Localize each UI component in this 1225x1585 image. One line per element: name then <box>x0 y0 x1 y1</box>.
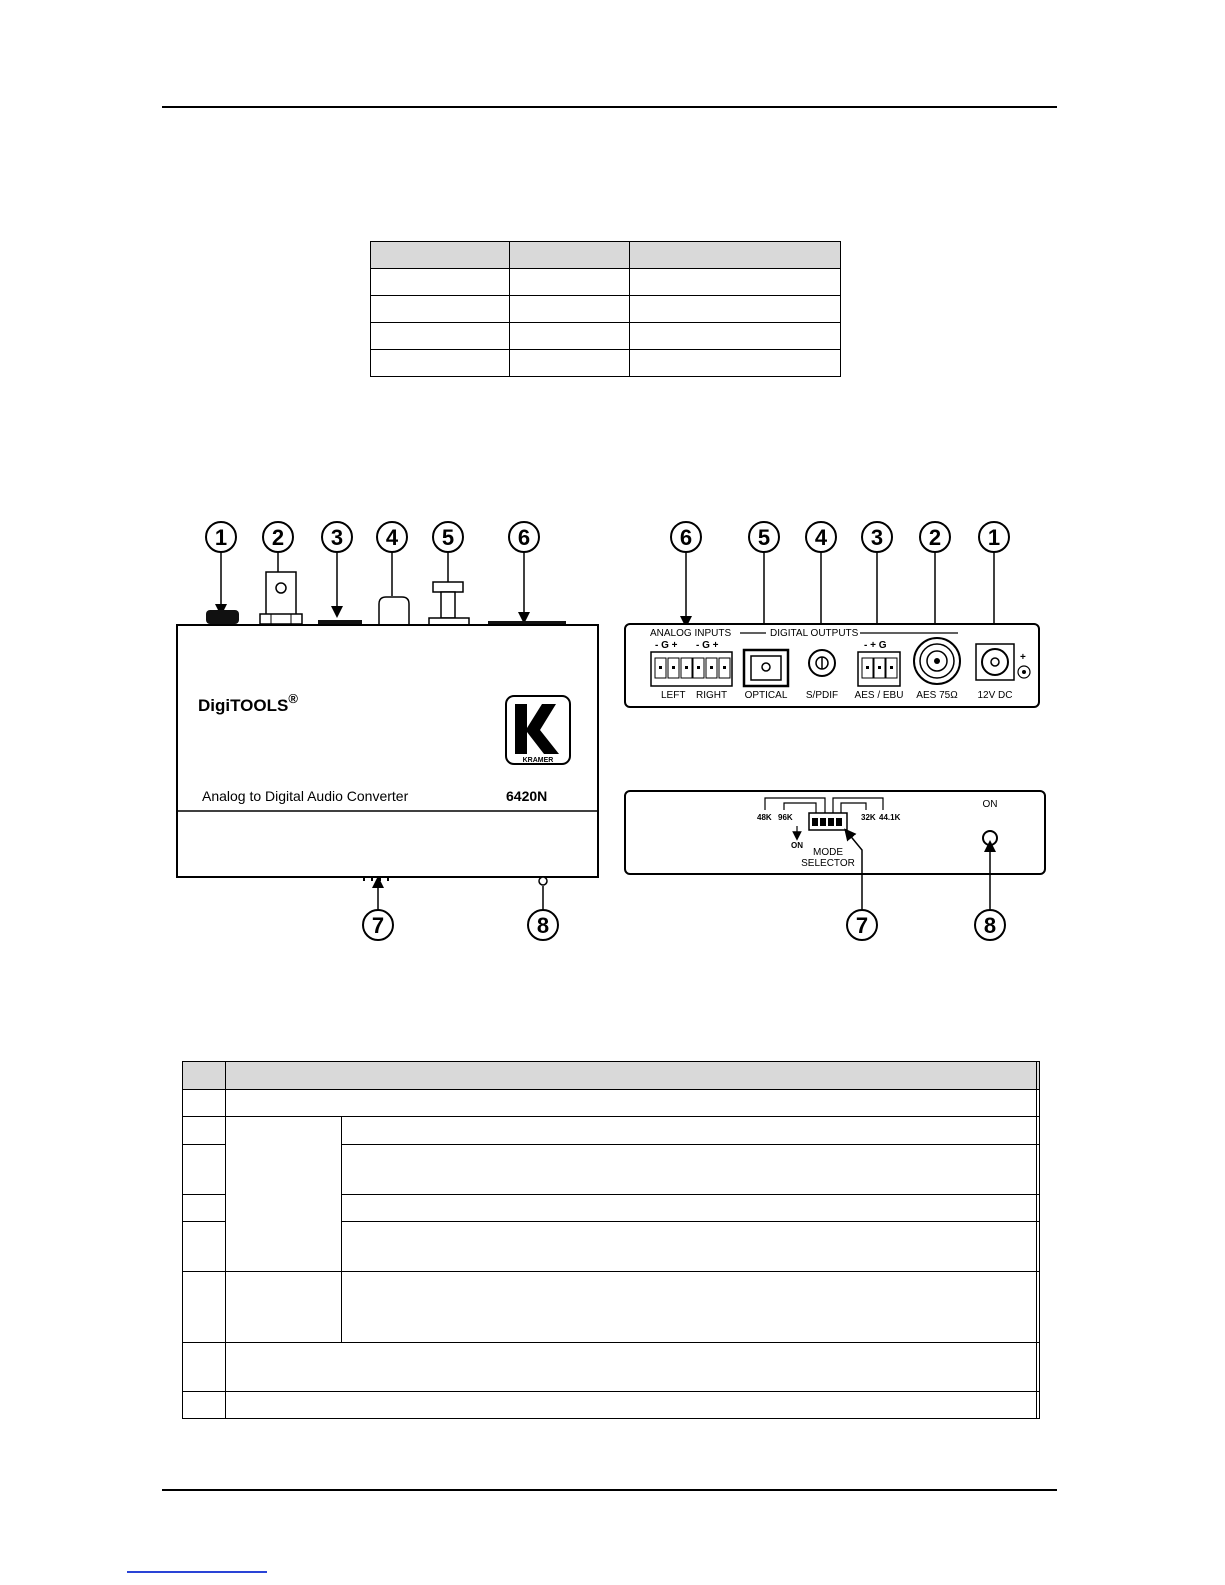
table-row <box>183 1392 1040 1419</box>
spdif-connector-icon <box>379 597 409 624</box>
callout-label: 6 <box>679 525 693 550</box>
callout-circle <box>806 522 836 552</box>
kramer-logo <box>506 696 570 764</box>
spdif-port-icon <box>809 650 835 676</box>
spec-header-cell <box>630 242 841 269</box>
rate-48k-label: 48K <box>757 813 772 822</box>
callout-label: 3 <box>330 525 344 550</box>
device-diagram <box>0 500 1225 950</box>
optical-label: OPTICAL <box>744 690 788 701</box>
callout-circle <box>433 522 463 552</box>
dc-plus-label: + <box>1020 652 1026 663</box>
analog-pin-labels: - G + <box>696 640 719 651</box>
callout-circle <box>528 910 558 940</box>
callout-circle <box>749 522 779 552</box>
front-panel <box>177 522 598 940</box>
callout-label: 3 <box>870 525 884 550</box>
optical-connector-icon <box>429 582 469 625</box>
rate-441k-label: 44.1K <box>879 813 901 822</box>
callout-circle <box>377 522 407 552</box>
callout-circle <box>206 522 236 552</box>
mode-label: MODE <box>813 847 843 858</box>
spec-header-cell <box>510 242 630 269</box>
digital-outputs-label: DIGITAL OUTPUTS <box>770 628 859 639</box>
table-row <box>183 1117 1040 1145</box>
bottom-panel <box>625 791 1045 940</box>
callout-label: 5 <box>757 525 771 550</box>
callout-label: 2 <box>271 525 285 550</box>
spdif-label: S/PDIF <box>805 690 839 701</box>
dip-switch-icon <box>809 813 847 830</box>
bnc-connector-icon <box>260 572 302 624</box>
aes-pin-labels: - + G <box>864 640 887 651</box>
callout-label: 8 <box>983 913 997 938</box>
callout-circle <box>671 522 701 552</box>
callout-circle <box>920 522 950 552</box>
selector-label: SELECTOR <box>801 858 855 869</box>
table-row <box>183 1090 1040 1117</box>
optical-port-icon <box>744 650 788 686</box>
callout-circle <box>509 522 539 552</box>
callout-label: 4 <box>385 525 399 550</box>
footer-link-underline[interactable] <box>127 1571 267 1573</box>
rate-32k-label: 32K <box>861 813 876 822</box>
analog-pin-labels: - G + <box>655 640 678 651</box>
callout-circle <box>975 910 1005 940</box>
rate-96k-label: 96K <box>778 813 793 822</box>
callout-label: 1 <box>987 525 1001 550</box>
header-rule <box>162 106 1057 108</box>
callout-label: 5 <box>441 525 455 550</box>
table-row <box>371 350 841 377</box>
brand-label: DigiTOOLS® <box>198 691 298 715</box>
right-label: RIGHT <box>696 690 728 701</box>
table-row <box>371 269 841 296</box>
analog-inputs-label: ANALOG INPUTS <box>650 628 732 639</box>
model-number: 6420N <box>506 788 548 804</box>
table-row <box>183 1343 1040 1392</box>
features-header-cell <box>226 1062 1037 1090</box>
led-icon <box>983 831 997 845</box>
bnc-port-icon <box>914 638 960 684</box>
callout-circle <box>322 522 352 552</box>
aes-terminal-block-icon <box>858 652 900 686</box>
spec-header-cell <box>371 242 510 269</box>
features-header-cell <box>1037 1062 1040 1090</box>
switch-on-label: ON <box>791 841 803 850</box>
callout-label: 6 <box>517 525 531 550</box>
rear-panel <box>625 522 1039 707</box>
aes-75-label: AES 75Ω <box>916 690 958 701</box>
callout-circle <box>263 522 293 552</box>
on-label: ON <box>982 799 998 810</box>
callout-circle <box>363 910 393 940</box>
power-jack-icon <box>206 610 239 624</box>
table-row <box>183 1272 1040 1343</box>
spec-table <box>370 241 841 377</box>
features-table-header <box>183 1062 1040 1090</box>
callout-label: 7 <box>855 913 869 938</box>
callout-label: 4 <box>814 525 828 550</box>
callout-circle <box>862 522 892 552</box>
table-row <box>371 323 841 350</box>
table-row <box>371 296 841 323</box>
spec-table-header <box>371 242 841 269</box>
callout-label: 2 <box>928 525 942 550</box>
callout-label: 1 <box>214 525 228 550</box>
callout-label: 8 <box>536 913 550 938</box>
aes-ebu-label: AES / EBU <box>854 690 904 701</box>
callout-label: 7 <box>371 913 385 938</box>
analog-terminal-block-icon <box>651 652 732 686</box>
features-table <box>182 1061 1040 1419</box>
product-name: Analog to Digital Audio Converter <box>202 788 409 804</box>
svg-text:KRAMER: KRAMER <box>522 757 554 764</box>
dc-label: 12V DC <box>977 690 1013 701</box>
footer-rule <box>162 1489 1057 1491</box>
callout-circle <box>979 522 1009 552</box>
left-label: LEFT <box>661 690 686 701</box>
features-header-cell <box>183 1062 226 1090</box>
callout-circle <box>847 910 877 940</box>
